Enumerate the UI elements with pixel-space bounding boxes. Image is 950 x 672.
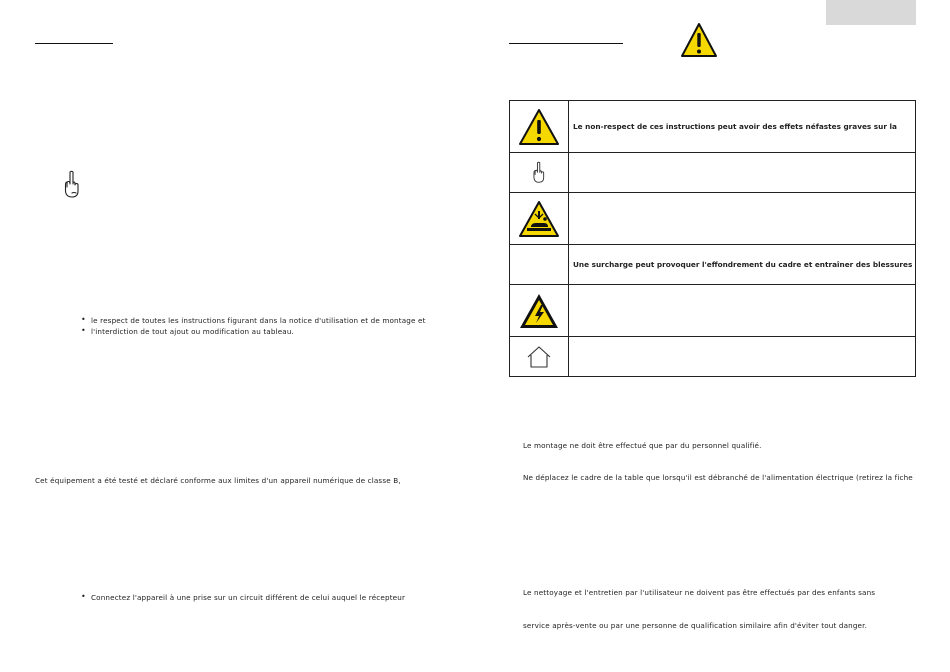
list-item: • le respect de toutes les instructions figurant dans la notice d'utilisation et de montage et (81, 316, 426, 327)
table-cell (569, 337, 916, 377)
list-item: • Connectez l'appareil à une prise sur un circuit différent de celui auquel le récepteur (81, 593, 405, 604)
table-cell (569, 193, 916, 245)
warning-triangle-icon (510, 108, 568, 146)
warning-triangle-icon (680, 22, 718, 58)
compliance-text: Cet équipement a été testé et déclaré conforme aux limites d'un appareil numérique de classe B, (35, 476, 401, 485)
right-heading-underline (509, 43, 623, 44)
crush-hazard-icon (510, 200, 568, 238)
pointing-hand-icon (510, 161, 568, 185)
table-row (510, 245, 916, 285)
table-row (510, 153, 916, 193)
table-row (510, 285, 916, 337)
left-heading-underline (35, 43, 113, 44)
pointing-hand-icon (63, 170, 81, 200)
paragraph-montage: Le montage ne doit être effectué que par du personnel qualifié. (523, 441, 762, 450)
table-cell: Le non-respect de ces instructions peut avoir des effets néfastes graves sur la (569, 101, 916, 153)
left-bullet-list-top (81, 316, 426, 338)
table-cell (569, 153, 916, 193)
paragraph-service: service après-vente ou par une personne de qualification similaire afin d'éviter tout danger. (523, 621, 868, 630)
left-bullet-list-bottom (81, 593, 405, 604)
electric-hazard-icon (510, 292, 568, 330)
paragraph-nettoyage: Le nettoyage et l'entretien par l'utilisateur ne doivent pas être effectués par des enfants sans (523, 588, 876, 597)
list-item: • l'interdiction de tout ajout ou modification au tableau. (81, 327, 426, 338)
table-cell: Une surcharge peut provoquer l'effondrement du cadre et entraîner des blessures (569, 245, 916, 285)
safety-symbols-table (509, 100, 916, 377)
table-cell (569, 285, 916, 337)
table-row (510, 101, 916, 153)
table-row (510, 193, 916, 245)
page-tab (826, 0, 916, 25)
indoor-house-icon (510, 345, 568, 369)
table-row (510, 337, 916, 377)
paragraph-deplacez: Ne déplacez le cadre de la table que lorsqu'il est débranché de l'alimentation électrique (retirez la fiche (523, 473, 913, 482)
